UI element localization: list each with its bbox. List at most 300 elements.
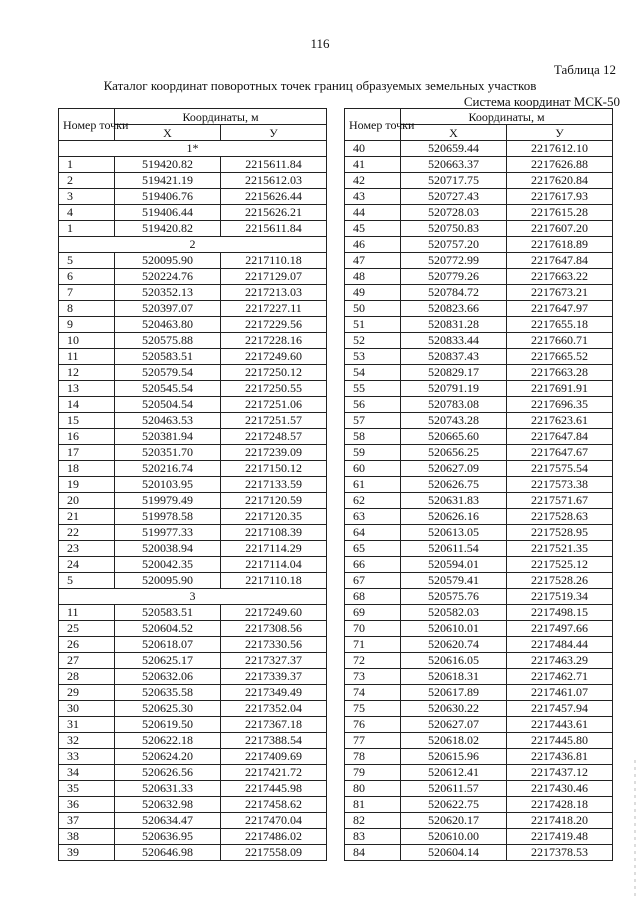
x-coordinate-cell: 520604.52 bbox=[115, 621, 221, 637]
x-coordinate-cell: 520352.13 bbox=[115, 285, 221, 301]
point-number-cell: 54 bbox=[345, 365, 401, 381]
table-row bbox=[345, 317, 613, 333]
point-number-cell: 74 bbox=[345, 685, 401, 701]
section-label: 2 bbox=[59, 237, 327, 253]
table-row bbox=[345, 413, 613, 429]
table-row bbox=[345, 701, 613, 717]
x-coordinate-cell: 520634.47 bbox=[115, 813, 221, 829]
y-coordinate-cell: 2217673.21 bbox=[507, 285, 613, 301]
point-number-cell: 70 bbox=[345, 621, 401, 637]
table-row bbox=[345, 221, 613, 237]
table-row bbox=[345, 813, 613, 829]
point-number-cell: 8 bbox=[59, 301, 115, 317]
table-row bbox=[345, 429, 613, 445]
header-point-number: Номер точки bbox=[59, 109, 115, 141]
y-coordinate-cell: 2217443.61 bbox=[507, 717, 613, 733]
table-row bbox=[59, 461, 327, 477]
y-coordinate-cell: 2217521.35 bbox=[507, 541, 613, 557]
table-row bbox=[59, 397, 327, 413]
x-coordinate-cell: 520779.26 bbox=[401, 269, 507, 285]
x-coordinate-cell: 520620.74 bbox=[401, 637, 507, 653]
table-row bbox=[59, 413, 327, 429]
table-row bbox=[59, 573, 327, 589]
table-row bbox=[345, 205, 613, 221]
table-row bbox=[345, 397, 613, 413]
point-number-cell: 77 bbox=[345, 733, 401, 749]
point-number-cell: 55 bbox=[345, 381, 401, 397]
x-coordinate-cell: 520622.18 bbox=[115, 733, 221, 749]
table-row bbox=[59, 653, 327, 669]
x-coordinate-cell: 520463.53 bbox=[115, 413, 221, 429]
point-number-cell: 47 bbox=[345, 253, 401, 269]
header-x: X bbox=[115, 125, 221, 141]
y-coordinate-cell: 2217110.18 bbox=[221, 573, 327, 589]
table-row bbox=[345, 173, 613, 189]
point-number-cell: 80 bbox=[345, 781, 401, 797]
x-coordinate-cell: 520610.00 bbox=[401, 829, 507, 845]
y-coordinate-cell: 2217486.02 bbox=[221, 829, 327, 845]
table-row bbox=[59, 797, 327, 813]
table-row bbox=[59, 733, 327, 749]
coordinate-system-label: Система координат МСК-50 bbox=[463, 94, 620, 109]
header-coordinates: Координаты, м bbox=[401, 109, 613, 125]
table-row bbox=[59, 717, 327, 733]
y-coordinate-cell: 2217497.66 bbox=[507, 621, 613, 637]
y-coordinate-cell: 2217229.56 bbox=[221, 317, 327, 333]
y-coordinate-cell: 2217647.84 bbox=[507, 429, 613, 445]
table-row bbox=[345, 285, 613, 301]
x-coordinate-cell: 520626.75 bbox=[401, 477, 507, 493]
x-coordinate-cell: 520582.03 bbox=[401, 605, 507, 621]
y-coordinate-cell: 2217573.38 bbox=[507, 477, 613, 493]
table-row bbox=[59, 669, 327, 685]
table-row bbox=[59, 637, 327, 653]
table-row bbox=[345, 637, 613, 653]
x-coordinate-cell: 520397.07 bbox=[115, 301, 221, 317]
y-coordinate-cell: 2217691.91 bbox=[507, 381, 613, 397]
table-row bbox=[345, 573, 613, 589]
table-body-left bbox=[59, 141, 327, 861]
point-number-cell: 32 bbox=[59, 733, 115, 749]
y-coordinate-cell: 2215626.21 bbox=[221, 205, 327, 221]
y-coordinate-cell: 2217120.59 bbox=[221, 493, 327, 509]
point-number-cell: 39 bbox=[59, 845, 115, 861]
y-coordinate-cell: 2217339.37 bbox=[221, 669, 327, 685]
table-row bbox=[345, 349, 613, 365]
document-title: Каталог координат поворотных точек границ образуемых земельных участков bbox=[103, 78, 537, 93]
point-number-cell: 63 bbox=[345, 509, 401, 525]
point-number-cell: 48 bbox=[345, 269, 401, 285]
point-number-cell: 49 bbox=[345, 285, 401, 301]
point-number-cell: 23 bbox=[59, 541, 115, 557]
x-coordinate-cell: 520823.66 bbox=[401, 301, 507, 317]
x-coordinate-cell: 520635.58 bbox=[115, 685, 221, 701]
y-coordinate-cell: 2215612.03 bbox=[221, 173, 327, 189]
point-number-cell: 64 bbox=[345, 525, 401, 541]
y-coordinate-cell: 2217213.03 bbox=[221, 285, 327, 301]
x-coordinate-cell: 520619.50 bbox=[115, 717, 221, 733]
y-coordinate-cell: 2217528.26 bbox=[507, 573, 613, 589]
point-number-cell: 6 bbox=[59, 269, 115, 285]
table-row bbox=[345, 669, 613, 685]
point-number-cell: 31 bbox=[59, 717, 115, 733]
y-coordinate-cell: 2217571.67 bbox=[507, 493, 613, 509]
header-y: У bbox=[221, 125, 327, 141]
x-coordinate-cell: 520837.43 bbox=[401, 349, 507, 365]
y-coordinate-cell: 2217612.10 bbox=[507, 141, 613, 157]
point-number-cell: 69 bbox=[345, 605, 401, 621]
x-coordinate-cell: 519977.33 bbox=[115, 525, 221, 541]
point-number-cell: 45 bbox=[345, 221, 401, 237]
point-number-cell: 19 bbox=[59, 477, 115, 493]
table-row bbox=[59, 509, 327, 525]
x-coordinate-cell: 520727.43 bbox=[401, 189, 507, 205]
point-number-cell: 14 bbox=[59, 397, 115, 413]
x-coordinate-cell: 520626.16 bbox=[401, 509, 507, 525]
x-coordinate-cell: 520103.95 bbox=[115, 477, 221, 493]
point-number-cell: 62 bbox=[345, 493, 401, 509]
table-row bbox=[345, 141, 613, 157]
point-number-cell: 5 bbox=[59, 253, 115, 269]
x-coordinate-cell: 520618.07 bbox=[115, 637, 221, 653]
y-coordinate-cell: 2217421.72 bbox=[221, 765, 327, 781]
section-label: 1* bbox=[59, 141, 327, 157]
table-body-right bbox=[345, 141, 613, 861]
scan-edge-mark bbox=[633, 760, 637, 900]
x-coordinate-cell: 520612.41 bbox=[401, 765, 507, 781]
y-coordinate-cell: 2217647.67 bbox=[507, 445, 613, 461]
x-coordinate-cell: 520583.51 bbox=[115, 605, 221, 621]
point-number-cell: 22 bbox=[59, 525, 115, 541]
y-coordinate-cell: 2217248.57 bbox=[221, 429, 327, 445]
table-row bbox=[59, 221, 327, 237]
x-coordinate-cell: 520831.28 bbox=[401, 317, 507, 333]
point-number-cell: 44 bbox=[345, 205, 401, 221]
y-coordinate-cell: 2217445.98 bbox=[221, 781, 327, 797]
x-coordinate-cell: 520620.17 bbox=[401, 813, 507, 829]
x-coordinate-cell: 520631.33 bbox=[115, 781, 221, 797]
table-row bbox=[345, 269, 613, 285]
point-number-cell: 12 bbox=[59, 365, 115, 381]
header-x: X bbox=[401, 125, 507, 141]
point-number-cell: 20 bbox=[59, 493, 115, 509]
point-number-cell: 67 bbox=[345, 573, 401, 589]
x-coordinate-cell: 519421.19 bbox=[115, 173, 221, 189]
table-row bbox=[345, 749, 613, 765]
y-coordinate-cell: 2217388.54 bbox=[221, 733, 327, 749]
y-coordinate-cell: 2217558.09 bbox=[221, 845, 327, 861]
table-row bbox=[345, 477, 613, 493]
point-number-cell: 33 bbox=[59, 749, 115, 765]
x-coordinate-cell: 520616.05 bbox=[401, 653, 507, 669]
table-row bbox=[59, 365, 327, 381]
x-coordinate-cell: 520627.09 bbox=[401, 461, 507, 477]
table-row bbox=[345, 733, 613, 749]
table-row bbox=[59, 317, 327, 333]
y-coordinate-cell: 2217249.60 bbox=[221, 349, 327, 365]
y-coordinate-cell: 2217409.69 bbox=[221, 749, 327, 765]
y-coordinate-cell: 2217133.59 bbox=[221, 477, 327, 493]
x-coordinate-cell: 520743.28 bbox=[401, 413, 507, 429]
point-number-cell: 18 bbox=[59, 461, 115, 477]
point-number-cell: 65 bbox=[345, 541, 401, 557]
y-coordinate-cell: 2215611.84 bbox=[221, 157, 327, 173]
table-row bbox=[59, 173, 327, 189]
y-coordinate-cell: 2217618.89 bbox=[507, 237, 613, 253]
x-coordinate-cell: 520610.01 bbox=[401, 621, 507, 637]
table-row bbox=[345, 653, 613, 669]
y-coordinate-cell: 2217418.20 bbox=[507, 813, 613, 829]
y-coordinate-cell: 2217665.52 bbox=[507, 349, 613, 365]
x-coordinate-cell: 519406.44 bbox=[115, 205, 221, 221]
x-coordinate-cell: 520617.89 bbox=[401, 685, 507, 701]
x-coordinate-cell: 520579.54 bbox=[115, 365, 221, 381]
point-number-cell: 66 bbox=[345, 557, 401, 573]
point-number-cell: 10 bbox=[59, 333, 115, 349]
y-coordinate-cell: 2217525.12 bbox=[507, 557, 613, 573]
point-number-cell: 72 bbox=[345, 653, 401, 669]
y-coordinate-cell: 2217367.18 bbox=[221, 717, 327, 733]
y-coordinate-cell: 2217575.54 bbox=[507, 461, 613, 477]
point-number-cell: 83 bbox=[345, 829, 401, 845]
table-row bbox=[345, 781, 613, 797]
x-coordinate-cell: 520625.17 bbox=[115, 653, 221, 669]
table-row bbox=[59, 749, 327, 765]
table-row bbox=[59, 781, 327, 797]
x-coordinate-cell: 519978.58 bbox=[115, 509, 221, 525]
table-row bbox=[345, 493, 613, 509]
y-coordinate-cell: 2217349.49 bbox=[221, 685, 327, 701]
x-coordinate-cell: 520631.83 bbox=[401, 493, 507, 509]
table-row bbox=[59, 445, 327, 461]
point-number-cell: 17 bbox=[59, 445, 115, 461]
point-number-cell: 73 bbox=[345, 669, 401, 685]
x-coordinate-cell: 520594.01 bbox=[401, 557, 507, 573]
x-coordinate-cell: 520784.72 bbox=[401, 285, 507, 301]
y-coordinate-cell: 2217250.55 bbox=[221, 381, 327, 397]
table-row bbox=[59, 157, 327, 173]
point-number-cell: 28 bbox=[59, 669, 115, 685]
point-number-cell: 26 bbox=[59, 637, 115, 653]
table-row bbox=[345, 445, 613, 461]
x-coordinate-cell: 520042.35 bbox=[115, 557, 221, 573]
x-coordinate-cell: 520783.08 bbox=[401, 397, 507, 413]
y-coordinate-cell: 2217457.94 bbox=[507, 701, 613, 717]
point-number-cell: 53 bbox=[345, 349, 401, 365]
coordinate-table-right bbox=[344, 108, 613, 861]
point-number-cell: 1 bbox=[59, 221, 115, 237]
y-coordinate-cell: 2217228.16 bbox=[221, 333, 327, 349]
point-number-cell: 58 bbox=[345, 429, 401, 445]
point-number-cell: 76 bbox=[345, 717, 401, 733]
y-coordinate-cell: 2217663.22 bbox=[507, 269, 613, 285]
y-coordinate-cell: 2215626.44 bbox=[221, 189, 327, 205]
table-row bbox=[59, 381, 327, 397]
header-coordinates: Координаты, м bbox=[115, 109, 327, 125]
x-coordinate-cell: 520224.76 bbox=[115, 269, 221, 285]
section-row bbox=[59, 589, 327, 605]
y-coordinate-cell: 2217129.07 bbox=[221, 269, 327, 285]
table-row bbox=[59, 285, 327, 301]
point-number-cell: 21 bbox=[59, 509, 115, 525]
point-number-cell: 36 bbox=[59, 797, 115, 813]
x-coordinate-cell: 520625.30 bbox=[115, 701, 221, 717]
x-coordinate-cell: 520791.19 bbox=[401, 381, 507, 397]
point-number-cell: 11 bbox=[59, 349, 115, 365]
table-row bbox=[59, 205, 327, 221]
point-number-cell: 34 bbox=[59, 765, 115, 781]
y-coordinate-cell: 2217430.46 bbox=[507, 781, 613, 797]
y-coordinate-cell: 2217352.04 bbox=[221, 701, 327, 717]
table-row bbox=[345, 333, 613, 349]
table-row bbox=[345, 509, 613, 525]
table-row bbox=[59, 333, 327, 349]
point-number-cell: 60 bbox=[345, 461, 401, 477]
x-coordinate-cell: 520622.75 bbox=[401, 797, 507, 813]
point-number-cell: 81 bbox=[345, 797, 401, 813]
point-number-cell: 52 bbox=[345, 333, 401, 349]
y-coordinate-cell: 2217251.57 bbox=[221, 413, 327, 429]
x-coordinate-cell: 520659.44 bbox=[401, 141, 507, 157]
table-row bbox=[59, 525, 327, 541]
x-coordinate-cell: 520613.05 bbox=[401, 525, 507, 541]
y-coordinate-cell: 2217120.35 bbox=[221, 509, 327, 525]
table-row bbox=[345, 541, 613, 557]
x-coordinate-cell: 520757.20 bbox=[401, 237, 507, 253]
point-number-cell: 15 bbox=[59, 413, 115, 429]
x-coordinate-cell: 520618.31 bbox=[401, 669, 507, 685]
header-y: У bbox=[507, 125, 613, 141]
y-coordinate-cell: 2217308.56 bbox=[221, 621, 327, 637]
table-row bbox=[345, 829, 613, 845]
point-number-cell: 79 bbox=[345, 765, 401, 781]
table-row bbox=[59, 477, 327, 493]
table-row bbox=[345, 253, 613, 269]
y-coordinate-cell: 2217239.09 bbox=[221, 445, 327, 461]
x-coordinate-cell: 520665.60 bbox=[401, 429, 507, 445]
x-coordinate-cell: 519979.49 bbox=[115, 493, 221, 509]
x-coordinate-cell: 520575.76 bbox=[401, 589, 507, 605]
x-coordinate-cell: 520216.74 bbox=[115, 461, 221, 477]
x-coordinate-cell: 520750.83 bbox=[401, 221, 507, 237]
table-row bbox=[59, 541, 327, 557]
table-row bbox=[345, 301, 613, 317]
y-coordinate-cell: 2217623.61 bbox=[507, 413, 613, 429]
section-row bbox=[59, 141, 327, 157]
x-coordinate-cell: 520618.02 bbox=[401, 733, 507, 749]
point-number-cell: 42 bbox=[345, 173, 401, 189]
y-coordinate-cell: 2217114.04 bbox=[221, 557, 327, 573]
point-number-cell: 24 bbox=[59, 557, 115, 573]
y-coordinate-cell: 2217462.71 bbox=[507, 669, 613, 685]
point-number-cell: 27 bbox=[59, 653, 115, 669]
x-coordinate-cell: 520829.17 bbox=[401, 365, 507, 381]
y-coordinate-cell: 2217528.95 bbox=[507, 525, 613, 541]
y-coordinate-cell: 2217647.97 bbox=[507, 301, 613, 317]
table-row bbox=[59, 253, 327, 269]
y-coordinate-cell: 2217378.53 bbox=[507, 845, 613, 861]
point-number-cell: 75 bbox=[345, 701, 401, 717]
x-coordinate-cell: 520579.41 bbox=[401, 573, 507, 589]
table-row bbox=[345, 557, 613, 573]
point-number-cell: 84 bbox=[345, 845, 401, 861]
y-coordinate-cell: 2217607.20 bbox=[507, 221, 613, 237]
y-coordinate-cell: 2217250.12 bbox=[221, 365, 327, 381]
x-coordinate-cell: 520656.25 bbox=[401, 445, 507, 461]
y-coordinate-cell: 2217251.06 bbox=[221, 397, 327, 413]
table-row bbox=[345, 589, 613, 605]
table-row bbox=[345, 765, 613, 781]
table-row bbox=[59, 493, 327, 509]
x-coordinate-cell: 520630.22 bbox=[401, 701, 507, 717]
table-row bbox=[59, 829, 327, 845]
x-coordinate-cell: 520463.80 bbox=[115, 317, 221, 333]
y-coordinate-cell: 2217330.56 bbox=[221, 637, 327, 653]
y-coordinate-cell: 2217227.11 bbox=[221, 301, 327, 317]
y-coordinate-cell: 2217519.34 bbox=[507, 589, 613, 605]
x-coordinate-cell: 520381.94 bbox=[115, 429, 221, 445]
y-coordinate-cell: 2217249.60 bbox=[221, 605, 327, 621]
point-number-cell: 13 bbox=[59, 381, 115, 397]
point-number-cell: 7 bbox=[59, 285, 115, 301]
y-coordinate-cell: 2217463.29 bbox=[507, 653, 613, 669]
y-coordinate-cell: 2217617.93 bbox=[507, 189, 613, 205]
table-row bbox=[59, 765, 327, 781]
y-coordinate-cell: 2217445.80 bbox=[507, 733, 613, 749]
point-number-cell: 4 bbox=[59, 205, 115, 221]
x-coordinate-cell: 520615.96 bbox=[401, 749, 507, 765]
table-row bbox=[345, 237, 613, 253]
table-row bbox=[345, 525, 613, 541]
table-row bbox=[345, 157, 613, 173]
table-row bbox=[59, 813, 327, 829]
table-row bbox=[345, 685, 613, 701]
table-label: Таблица 12 bbox=[553, 62, 616, 77]
x-coordinate-cell: 519420.82 bbox=[115, 157, 221, 173]
x-coordinate-cell: 520833.44 bbox=[401, 333, 507, 349]
table-row bbox=[59, 605, 327, 621]
table-row bbox=[59, 685, 327, 701]
y-coordinate-cell: 2217436.81 bbox=[507, 749, 613, 765]
table-row bbox=[345, 381, 613, 397]
y-coordinate-cell: 2217150.12 bbox=[221, 461, 327, 477]
x-coordinate-cell: 520632.98 bbox=[115, 797, 221, 813]
point-number-cell: 51 bbox=[345, 317, 401, 333]
x-coordinate-cell: 520717.75 bbox=[401, 173, 507, 189]
coordinate-table-left bbox=[58, 108, 327, 861]
point-number-cell: 5 bbox=[59, 573, 115, 589]
y-coordinate-cell: 2217461.07 bbox=[507, 685, 613, 701]
x-coordinate-cell: 520728.03 bbox=[401, 205, 507, 221]
table-row bbox=[345, 797, 613, 813]
section-label: 3 bbox=[59, 589, 327, 605]
point-number-cell: 25 bbox=[59, 621, 115, 637]
table-row bbox=[59, 845, 327, 861]
table-row bbox=[59, 557, 327, 573]
x-coordinate-cell: 520772.99 bbox=[401, 253, 507, 269]
x-coordinate-cell: 520038.94 bbox=[115, 541, 221, 557]
point-number-cell: 78 bbox=[345, 749, 401, 765]
x-coordinate-cell: 520611.57 bbox=[401, 781, 507, 797]
point-number-cell: 59 bbox=[345, 445, 401, 461]
point-number-cell: 68 bbox=[345, 589, 401, 605]
x-coordinate-cell: 520627.07 bbox=[401, 717, 507, 733]
y-coordinate-cell: 2217663.28 bbox=[507, 365, 613, 381]
y-coordinate-cell: 2217655.18 bbox=[507, 317, 613, 333]
y-coordinate-cell: 2217484.44 bbox=[507, 637, 613, 653]
x-coordinate-cell: 520545.54 bbox=[115, 381, 221, 397]
table-row bbox=[345, 621, 613, 637]
